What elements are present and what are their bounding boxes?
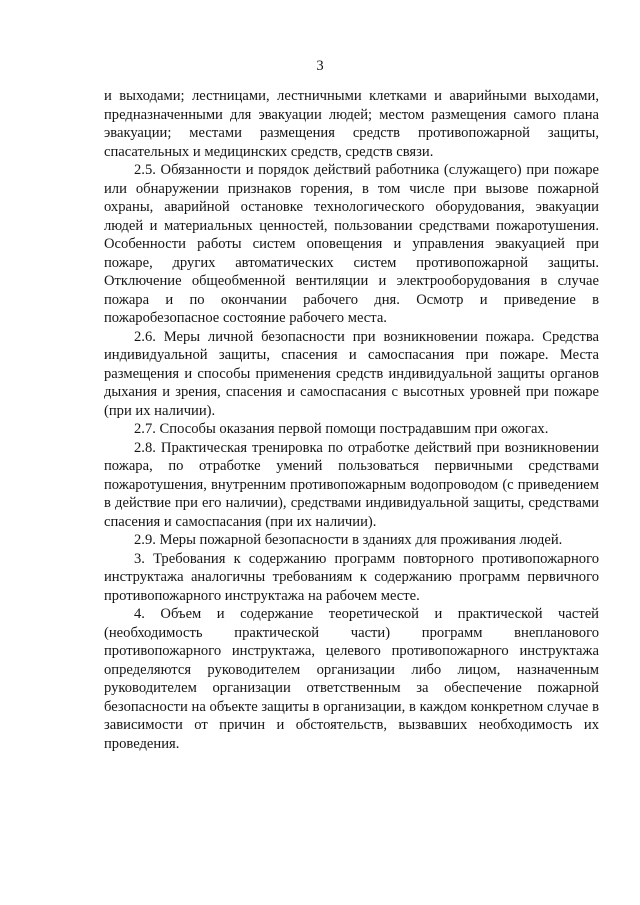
- paragraph-2-6: 2.6. Меры личной безопасности при возникновении пожара. Средства индивидуальной защиты, спасения и самоспасания при пожаре. Места размещения и способы применения средств индивидуальной защиты органов дыхания и зрения, спасения и самоспасания с высотных уровней при пожаре (при их наличии).: [104, 328, 599, 419]
- paragraph-2-8: 2.8. Практическая тренировка по отработке действий при возникновении пожара, по отработке умений пользоваться первичными средствами пожаротушения, внутренним противопожарным водопроводом (с приведением в действие при его наличии), средствами индивидуальной защиты, средствами спасения и самоспасания (при их наличии).: [104, 439, 599, 530]
- page-number: 3: [316, 58, 324, 74]
- document-body: [104, 87, 599, 753]
- paragraph-continuation: и выходами; лестницами, лестничными клетками и аварийными выходами, предназначенными для эвакуации людей; местом размещения самого плана эвакуации; местами размещения средств противопожарной защиты, спасательных и медицинских средств, средств связи.: [104, 88, 599, 160]
- paragraph-2-7: 2.7. Способы оказания первой помощи пострадавшим при ожогах.: [134, 421, 549, 437]
- paragraph-4: 4. Объем и содержание теоретической и практической частей (необходимость практической части) программ внепланового противопожарного инструктажа, целевого противопожарного инструктажа определяются руководителем организации либо лицом, назначенным руководителем организации ответственным за обеспечение пожарной безопасности на объекте защиты в организации, в каждом конкретном случае в зависимости от причин и обстоятельств, вызвавших необходимость их проведения.: [104, 606, 599, 752]
- paragraph-2-5: 2.5. Обязанности и порядок действий работника (служащего) при пожаре или обнаружении признаков горения, в том числе при вызове пожарной охраны, аварийной остановке технологического оборудования, эвакуации людей и материальных ценностей, пользовании средствами пожаротушения. Особенности работы систем оповещения и управления эвакуацией при пожаре, других автоматических систем противопожарной защиты. Отключение общеобменной вентиляции и электрооборудования в случае пожара и по окончании рабочего дня. Осмотр и приведение в пожаробезопасное состояние рабочего места.: [104, 162, 599, 326]
- paragraph-3: 3. Требования к содержанию программ повторного противопожарного инструктажа аналогичны требованиям к содержанию программ первичного противопожарного инструктажа на рабочем месте.: [104, 550, 599, 604]
- paragraph-2-9: 2.9. Меры пожарной безопасности в зданиях для проживания людей.: [134, 532, 563, 548]
